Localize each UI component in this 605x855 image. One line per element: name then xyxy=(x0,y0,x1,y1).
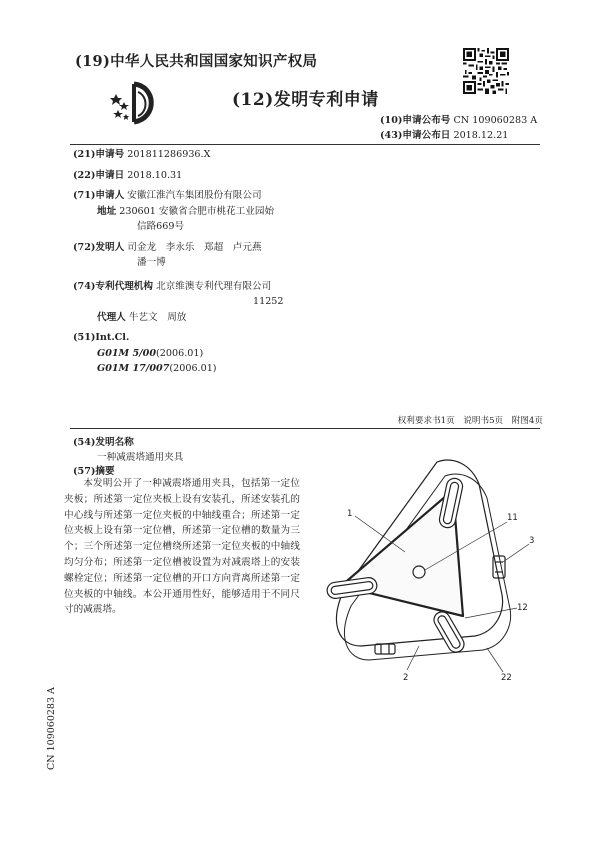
agency: 北京维澳专利代理有限公司 xyxy=(156,280,272,292)
pub-no: CN 109060283 A xyxy=(453,115,538,126)
bibliographic-data xyxy=(73,147,284,377)
intcl-2-date: (2006.01) xyxy=(169,363,217,374)
agent-label: 代理人 xyxy=(97,311,126,323)
figure-label-1: 1 xyxy=(347,509,353,519)
pub-date: 2018.12.21 xyxy=(453,130,509,141)
intcl-label: (51)Int.Cl. xyxy=(73,332,130,343)
publication-info xyxy=(380,113,537,143)
intcl-1: G01M 5/00 xyxy=(97,347,157,359)
bolt-bottom xyxy=(375,644,395,654)
address-label: 地址 xyxy=(97,205,117,217)
app-no-label: (21)申请号 xyxy=(73,149,125,160)
figure-label-11: 11 xyxy=(507,513,518,523)
abstract-text: 本发明公开了一种减震塔通用夹具，包括第一定位夹板；所述第一定位夹板上设有安装孔，所述安装孔的中心线与所述第一定位夹板的中轴线重合；所述第一定位夹板上设有第一定位槽，所述第一定位槽的数量为三个；三个所述第一定位槽绕所述第一定位夹板的中轴线均匀分布；所述第一定位槽被设置为对减震塔上的安装螺栓定位；所述第一定位槽的开口方向背离所述第一定位夹板的中轴线。本公开通用性好，能够适用于不同尺寸的减震塔。 xyxy=(64,478,300,616)
address-line1: 230601 安徽省合肥市桃花工业园始 xyxy=(119,205,275,217)
pub-date-label: (43)申请公布日 xyxy=(380,130,451,141)
section-divider xyxy=(70,428,540,429)
applicant: 安徽江淮汽车集团股份有限公司 xyxy=(127,190,262,201)
agency-label: (74)专利代理机构 xyxy=(73,280,153,292)
pub-no-label: (10)申请公布号 xyxy=(380,115,451,126)
title-label: (54)发明名称 xyxy=(73,437,134,448)
abstract-label: (57)摘要 xyxy=(73,466,115,477)
figure-label-2: 2 xyxy=(403,673,409,683)
inventors-line1: 司金龙 李永乐 郑超 卢元燕 xyxy=(127,241,262,253)
invention-title: 一种减震塔通用夹具 xyxy=(97,452,184,463)
figure-label-12: 12 xyxy=(517,603,528,613)
app-date: 2018.10.31 xyxy=(127,169,183,181)
qr-code-icon xyxy=(463,48,509,94)
applicant-label: (71)申请人 xyxy=(73,190,125,201)
inventor-label: (72)发明人 xyxy=(73,241,125,253)
page-counts: 权利要求书1页 说明书5页 附图4页 xyxy=(397,416,543,426)
agency-code: 11252 xyxy=(253,296,284,307)
intcl-1-date: (2006.01) xyxy=(156,347,204,359)
slot-left xyxy=(326,577,378,600)
inventors-line2: 潘一博 xyxy=(137,257,166,268)
patent-figure xyxy=(315,440,555,700)
figure-label-3: 3 xyxy=(529,536,535,546)
agents: 牛艺文 周放 xyxy=(128,311,187,323)
cnipa-emblem-icon xyxy=(104,80,160,126)
side-publication-number: CN 109060283 A xyxy=(46,687,57,770)
intcl-2: G01M 17/007 xyxy=(97,363,170,374)
app-date-label: (22)申请日 xyxy=(73,169,125,181)
office-name: (19)中华人民共和国国家知识产权局 xyxy=(75,53,318,70)
header-divider xyxy=(70,144,540,145)
app-no: 201811286936.X xyxy=(127,149,211,160)
address-line2: 信路669号 xyxy=(137,221,185,232)
figure-label-22: 22 xyxy=(501,673,512,683)
document-type: (12)发明专利申请 xyxy=(232,90,379,110)
